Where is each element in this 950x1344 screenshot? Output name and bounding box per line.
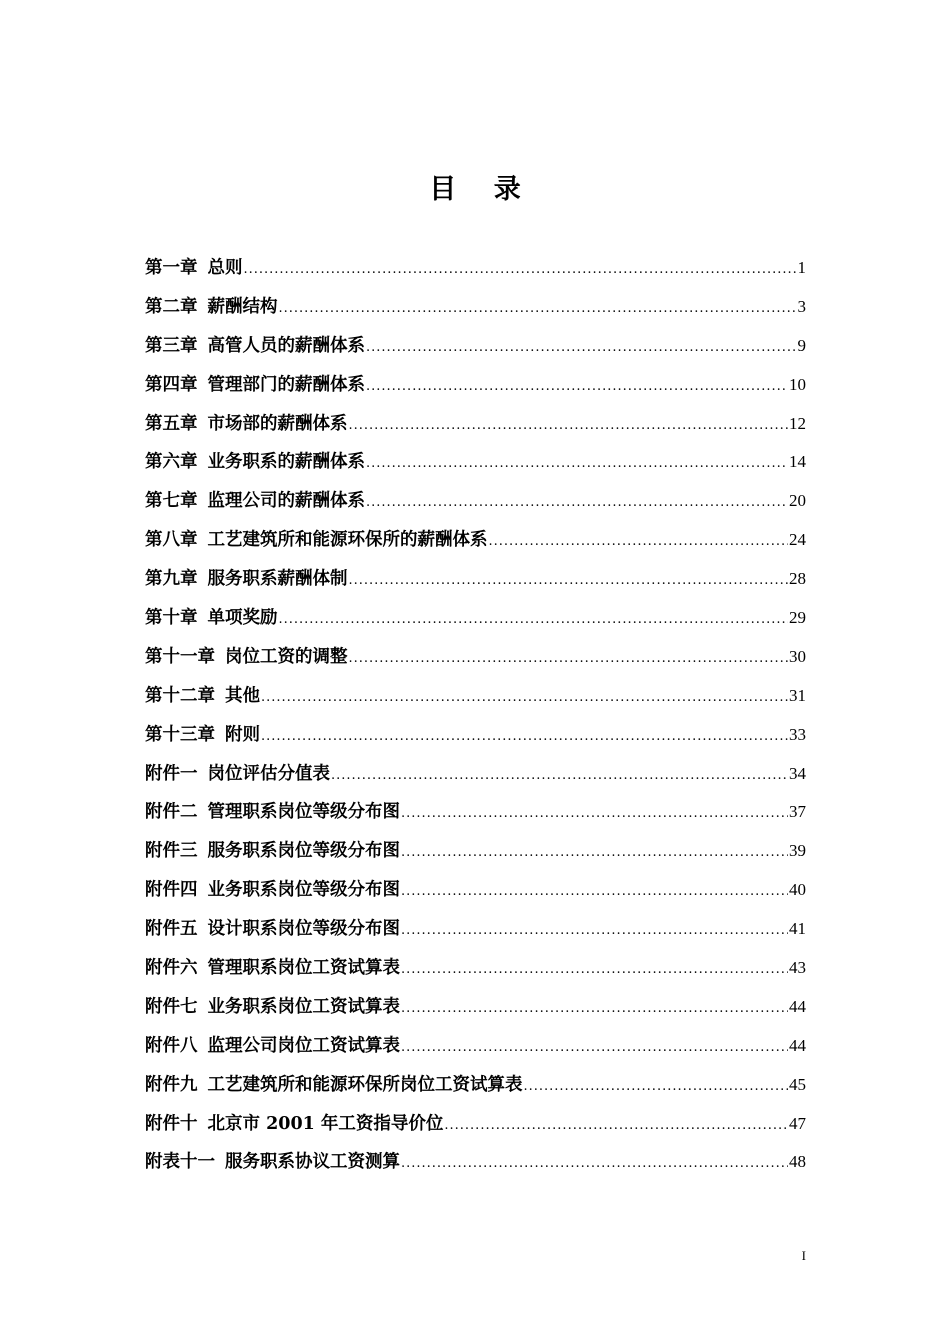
toc-entry-label: 附件六	[145, 958, 198, 979]
toc-entry[interactable]	[145, 288, 806, 327]
toc-entry-page: 14	[789, 452, 806, 472]
toc-entry[interactable]	[145, 793, 806, 832]
toc-entry-title: 监理公司的薪酬体系	[207, 491, 365, 512]
toc-entry-page: 10	[789, 374, 806, 394]
dot-leader	[401, 951, 788, 990]
toc-entry[interactable]	[145, 1066, 806, 1105]
toc-entry-title: 业务职系的薪酬体系	[207, 452, 365, 473]
toc-entry-title: 业务职系岗位工资试算表	[207, 996, 400, 1017]
dot-leader	[401, 912, 788, 951]
toc-entry[interactable]	[145, 521, 806, 560]
toc-entry-page: 1	[797, 258, 806, 277]
toc-entry-page: 28	[789, 569, 806, 589]
dot-leader	[261, 679, 788, 718]
toc-entry-title: 市场部的薪酬体系	[207, 413, 348, 434]
dot-leader	[244, 251, 797, 290]
toc-entry-title: 附则	[225, 724, 260, 745]
toc-entry[interactable]	[145, 871, 806, 910]
toc-entry-title: 管理职系岗位工资试算表	[207, 958, 400, 979]
toc-entry-title: 薪酬结构	[207, 296, 278, 317]
dot-leader	[279, 290, 797, 329]
toc-entry[interactable]	[145, 482, 806, 521]
toc-entry-page: 20	[789, 491, 806, 511]
toc-entry[interactable]	[145, 832, 806, 871]
toc-entry-label: 第四章	[145, 374, 198, 395]
toc-entry-page: 47	[789, 1113, 806, 1133]
toc-entry-label: 第八章	[145, 530, 198, 551]
toc-entry-title: 高管人员的薪酬体系	[207, 335, 365, 356]
toc-entry-title: 服务职系薪酬体制	[207, 569, 348, 590]
dot-leader	[489, 523, 789, 562]
toc-entry-page: 44	[789, 996, 806, 1016]
toc-entry-title: 服务职系岗位等级分布图	[207, 841, 400, 862]
toc-entry[interactable]	[145, 677, 806, 716]
toc-entry[interactable]	[145, 910, 806, 949]
toc-entry[interactable]	[145, 1143, 806, 1182]
dot-leader	[366, 368, 788, 407]
toc-entry-label: 第五章	[145, 413, 198, 434]
toc-entry-title: 业务职系岗位等级分布图	[207, 880, 400, 901]
toc-entry[interactable]	[145, 560, 806, 599]
toc-entry-title: 管理职系岗位等级分布图	[207, 802, 400, 823]
dot-leader	[349, 562, 789, 601]
toc-entry-label: 第一章	[145, 258, 198, 278]
toc-entry-page: 31	[789, 685, 806, 705]
table-of-contents	[145, 249, 806, 1182]
toc-entry-page: 9	[797, 335, 806, 355]
dot-leader	[366, 484, 788, 523]
dot-leader	[401, 834, 788, 873]
toc-entry-title: 单项奖励	[207, 608, 278, 629]
dot-leader	[261, 718, 788, 757]
toc-entry-title: 管理部门的薪酬体系	[207, 374, 365, 395]
dot-leader	[524, 1068, 789, 1107]
toc-entry-label: 第三章	[145, 335, 198, 356]
toc-entry-page: 12	[789, 413, 806, 433]
toc-entry-page: 30	[789, 646, 806, 666]
toc-entry-title: 监理公司岗位工资试算表	[207, 1035, 400, 1056]
toc-entry-page: 40	[789, 880, 806, 900]
toc-entry-title: 工艺建筑所和能源环保所的薪酬体系	[207, 530, 488, 551]
toc-entry[interactable]	[145, 405, 806, 444]
toc-entry-label: 附件九	[145, 1074, 198, 1095]
toc-entry[interactable]	[145, 949, 806, 988]
dot-leader	[331, 757, 788, 796]
toc-entry[interactable]	[145, 1105, 806, 1144]
toc-entry-title: 总则	[207, 258, 243, 278]
toc-entry-title: 工艺建筑所和能源环保所岗位工资试算表	[207, 1074, 523, 1095]
toc-entry-label: 第十一章	[145, 646, 215, 667]
toc-entry-label: 附表十一	[145, 1152, 215, 1173]
toc-entry-label: 第十章	[145, 608, 198, 629]
toc-entry-label: 第六章	[145, 452, 198, 473]
dot-leader	[401, 1029, 788, 1068]
toc-entry[interactable]	[145, 716, 806, 755]
dot-leader	[444, 1107, 788, 1146]
toc-entry[interactable]	[145, 1027, 806, 1066]
toc-entry-label: 附件三	[145, 841, 198, 862]
toc-entry-label: 附件五	[145, 919, 198, 940]
toc-entry-page: 37	[789, 802, 806, 822]
toc-entry-label: 附件四	[145, 880, 198, 901]
dot-leader	[401, 1145, 788, 1184]
toc-entry[interactable]	[145, 327, 806, 366]
toc-entry[interactable]	[145, 755, 806, 794]
toc-entry-page: 33	[789, 724, 806, 744]
dot-leader	[401, 795, 788, 834]
toc-entry[interactable]	[145, 249, 806, 288]
toc-entry-label: 附件七	[145, 996, 198, 1017]
toc-entry-page: 29	[789, 608, 806, 628]
toc-entry-page: 34	[789, 763, 806, 783]
toc-entry-title: 北京市 2001 年工资指导价位	[207, 1113, 444, 1134]
toc-entry-label: 附件十	[145, 1113, 198, 1134]
toc-entry-page: 24	[789, 530, 806, 550]
dot-leader	[366, 445, 788, 484]
page-title: 目 录	[429, 174, 535, 206]
toc-entry-label: 第九章	[145, 569, 198, 590]
dot-leader	[349, 640, 789, 679]
page-number: I	[801, 1248, 806, 1263]
toc-entry[interactable]	[145, 638, 806, 677]
dot-leader	[366, 329, 797, 368]
toc-entry-title: 设计职系岗位等级分布图	[207, 919, 400, 940]
dot-leader	[349, 407, 789, 446]
toc-entry[interactable]	[145, 988, 806, 1027]
toc-entry-label: 附件一	[145, 763, 198, 784]
dot-leader	[401, 990, 788, 1029]
toc-entry[interactable]	[145, 443, 806, 482]
toc-entry-page: 43	[789, 958, 806, 978]
toc-entry-title: 服务职系协议工资测算	[225, 1152, 400, 1173]
toc-entry[interactable]	[145, 599, 806, 638]
toc-entry-label: 第二章	[145, 296, 198, 317]
toc-entry-page: 45	[789, 1074, 806, 1094]
toc-entry-title: 岗位工资的调整	[225, 646, 348, 667]
toc-entry-label: 第七章	[145, 491, 198, 512]
toc-entry-label: 附件八	[145, 1035, 198, 1056]
dot-leader	[401, 873, 788, 912]
toc-entry[interactable]	[145, 366, 806, 405]
toc-entry-page: 41	[789, 919, 806, 939]
toc-entry-page: 44	[789, 1035, 806, 1055]
toc-entry-page: 39	[789, 841, 806, 861]
toc-entry-label: 附件二	[145, 802, 198, 823]
toc-entry-label: 第十二章	[145, 685, 215, 706]
toc-entry-label: 第十三章	[145, 724, 215, 745]
toc-entry-title: 其他	[225, 685, 260, 706]
toc-entry-page: 3	[797, 296, 806, 316]
toc-entry-page: 48	[789, 1152, 806, 1172]
toc-entry-title: 岗位评估分值表	[207, 763, 330, 784]
dot-leader	[279, 601, 789, 640]
